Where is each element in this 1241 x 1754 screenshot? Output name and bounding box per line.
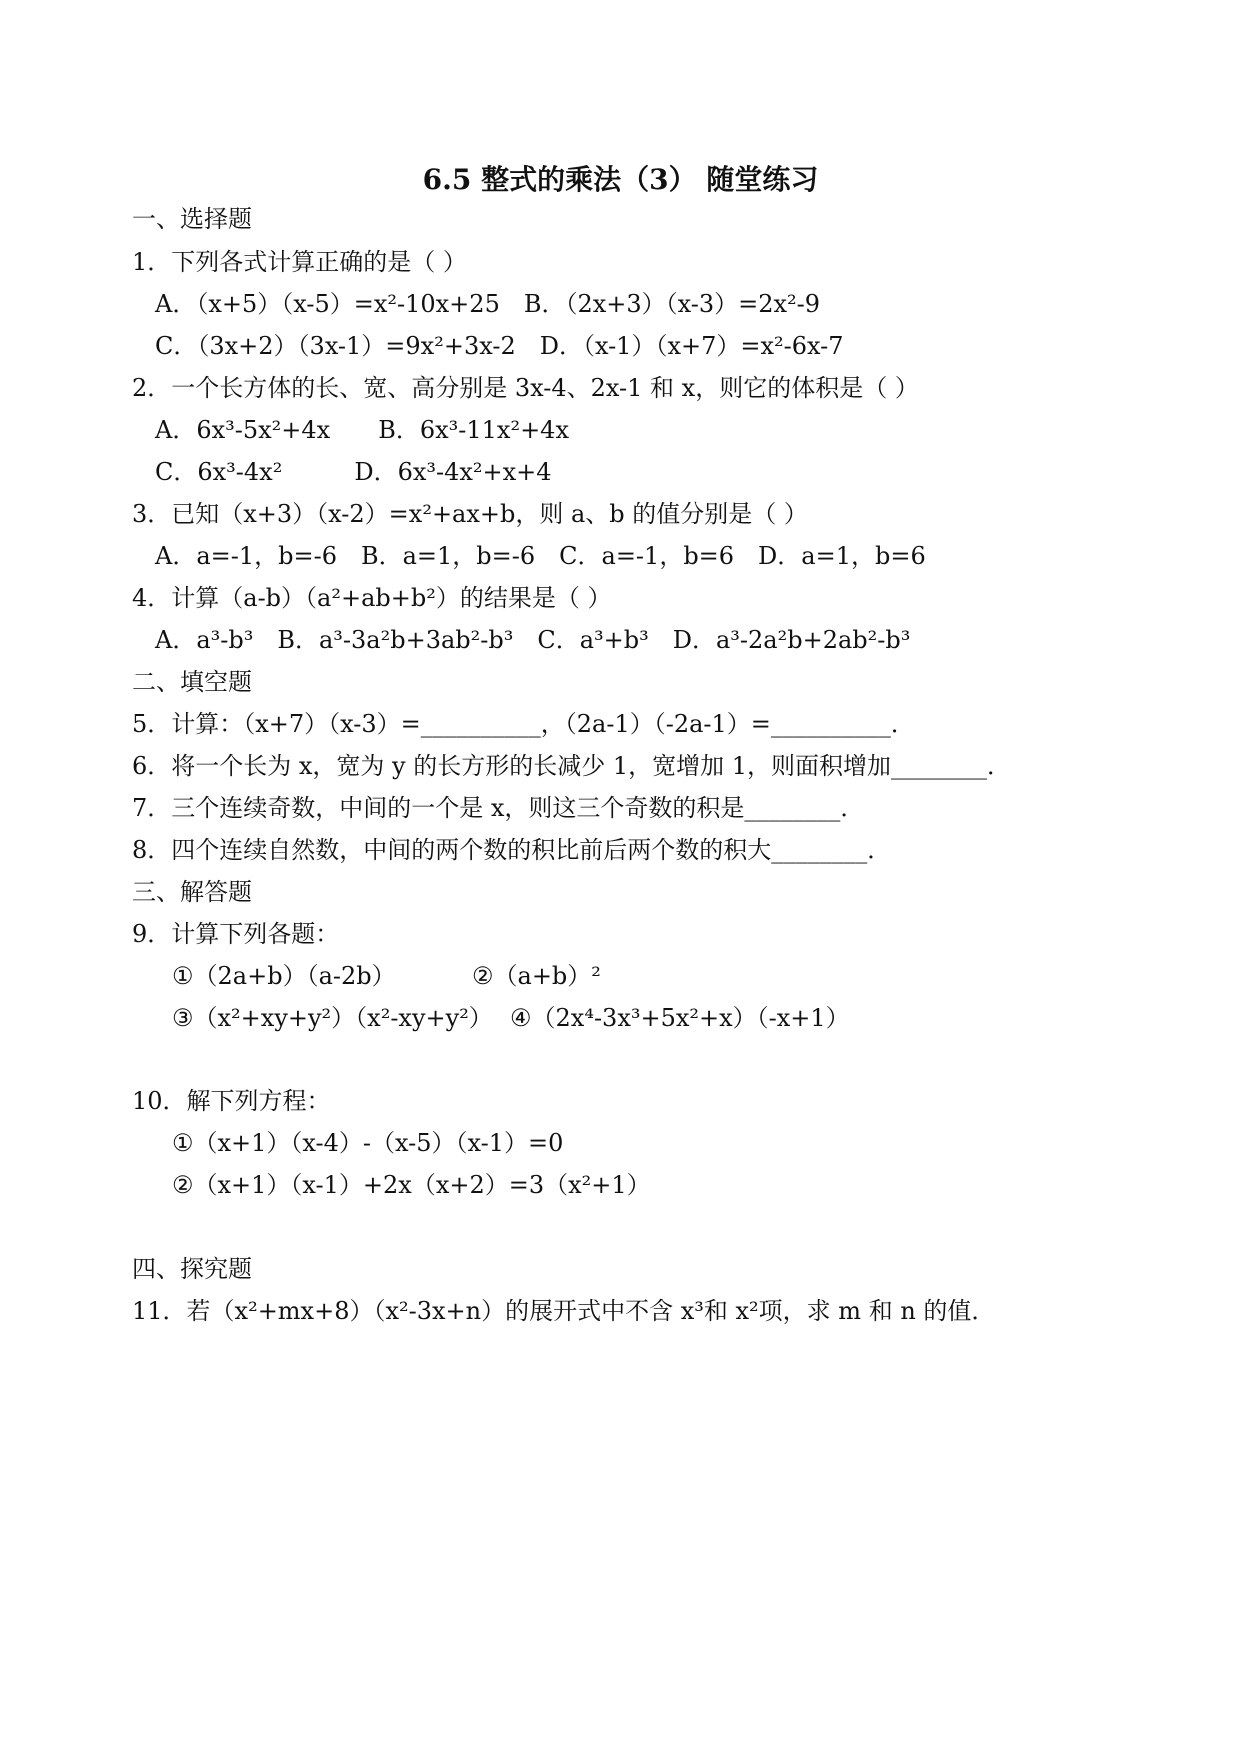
question-4-options: A．a³-b³ B．a³-3a²b+3ab²-b³ C．a³+b³ D．a³-2a²b+2ab²-b³ <box>155 626 911 654</box>
section-heading-solve: 三、解答题 <box>132 878 252 906</box>
question-7: 7．三个连续奇数，中间的一个是 x，则这三个奇数的积是________． <box>132 794 865 822</box>
question-1-options-ab: A．（x+5）（x-5）=x²-10x+25 B．（2x+3）（x-3）=2x²-9 <box>155 290 821 318</box>
question-11: 11．若（x²+mx+8）（x²-3x+n）的展开式中不含 x³和 x²项，求 m 和 n 的值． <box>132 1297 996 1325</box>
question-9-part-2: ②（a+b）² <box>472 962 601 990</box>
question-9-part-1: ①（2a+b）（a-2b） <box>172 962 396 990</box>
question-6: 6．将一个长为 x，宽为 y 的长方形的长减少 1，宽增加 1，则面积增加________． <box>132 752 1012 780</box>
question-9-part-3: ③（x²+xy+y²）（x²-xy+y²） <box>172 1004 493 1032</box>
page-title: 6.5 整式的乘法（3） 随堂练习 <box>422 163 819 196</box>
question-9-part-4: ④（2x⁴-3x³+5x²+x）（-x+1） <box>510 1004 850 1032</box>
question-2-options-cd: C．6x³-4x² D．6x³-4x²+x+4 <box>155 458 552 486</box>
question-10-part-1: ①（x+1）（x-4）-（x-5）（x-1）=0 <box>172 1129 564 1157</box>
question-10: 10．解下列方程： <box>132 1087 331 1115</box>
section-heading-choice: 一、选择题 <box>132 205 252 233</box>
question-5: 5．计算：（x+7）（x-3）=__________，（2a-1）（-2a-1）=__________． <box>132 710 915 738</box>
section-heading-fill: 二、填空题 <box>132 668 252 696</box>
question-1-options-cd: C．（3x+2）（3x-1）=9x²+3x-2 D．（x-1）（x+7）=x²-6x-7 <box>155 332 844 360</box>
question-2-options-ab: A．6x³-5x²+4x B．6x³-11x²+4x <box>155 416 569 444</box>
question-4: 4．计算（a-b）（a²+ab+b²）的结果是（ ） <box>132 584 612 612</box>
question-3-options: A．a=-1，b=-6 B．a=1，b=-6 C．a=-1，b=6 D．a=1，b=6 <box>155 542 926 570</box>
question-10-part-2: ②（x+1）（x-1）+2x（x+2）=3（x²+1） <box>172 1171 651 1199</box>
question-2: 2．一个长方体的长、宽、高分别是 3x-4、2x-1 和 x，则它的体积是（ ） <box>132 374 919 402</box>
question-1: 1．下列各式计算正确的是（ ） <box>132 248 467 276</box>
section-heading-explore: 四、探究题 <box>132 1255 252 1283</box>
question-8: 8．四个连续自然数，中间的两个数的积比前后两个数的积大________． <box>132 836 892 864</box>
question-9: 9．计算下列各题： <box>132 920 340 948</box>
question-3: 3．已知（x+3）（x-2）=x²+ax+b，则 a、b 的值分别是（ ） <box>132 500 808 528</box>
